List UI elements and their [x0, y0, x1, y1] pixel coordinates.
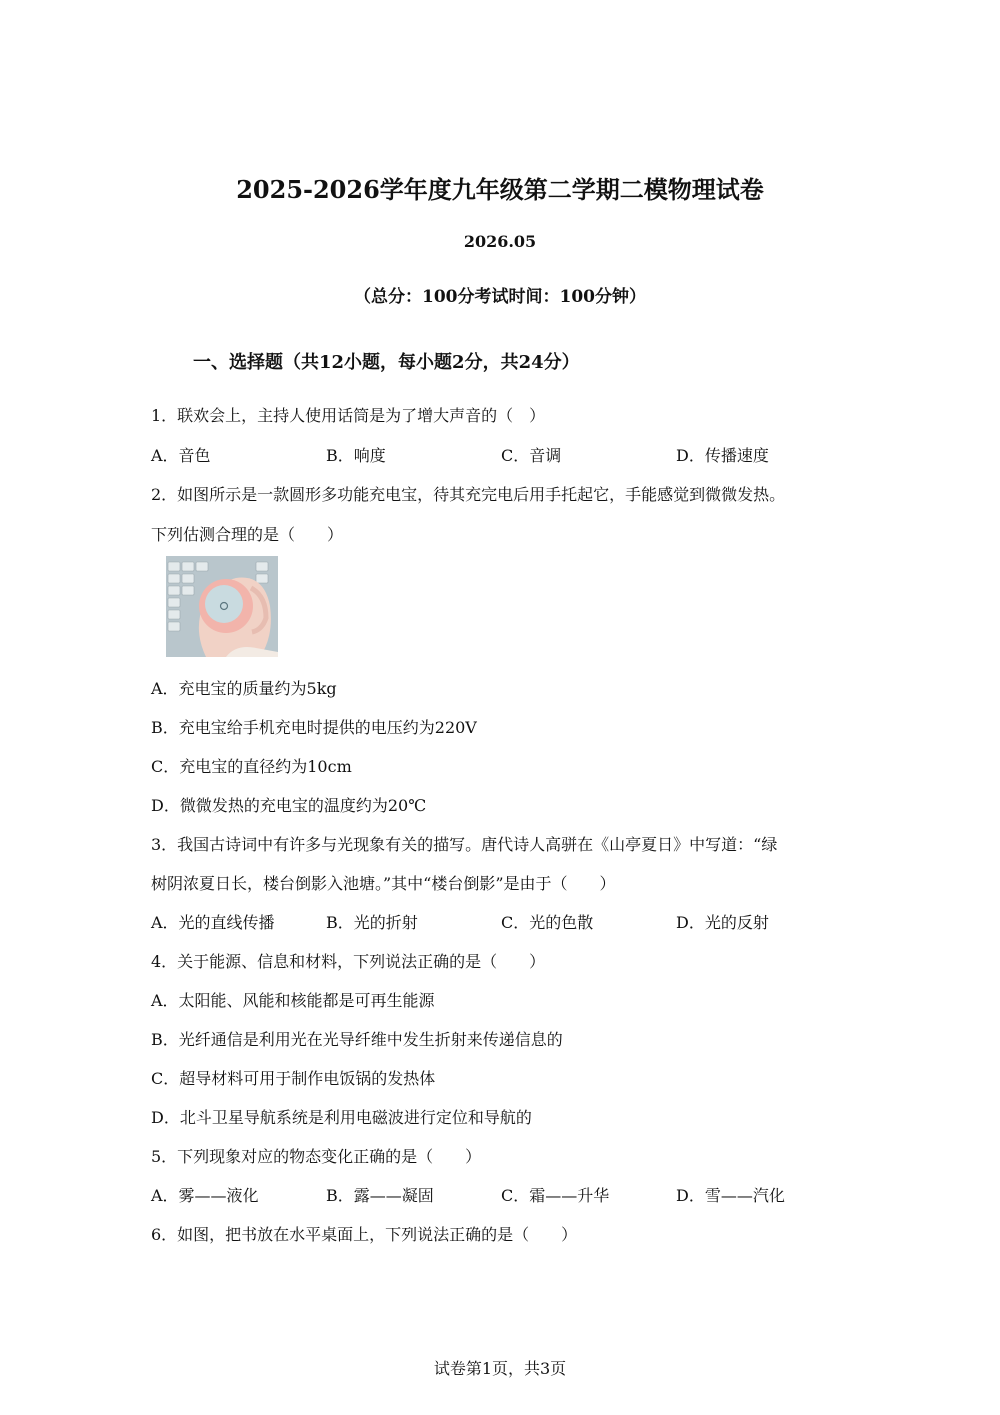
question-2-option-c: C．充电宝的直径约为10cm	[151, 757, 352, 776]
question-5-option-a: A．雾——液化	[151, 1186, 259, 1205]
question-2-option-a: A．充电宝的质量约为5kg	[151, 679, 337, 698]
question-5-option-d: D．雪——汽化	[676, 1186, 785, 1205]
question-4-stem: 4．关于能源、信息和材料，下列说法正确的是（ ）	[151, 952, 546, 971]
question-3-option-d: D．光的反射	[676, 913, 769, 932]
question-6-stem: 6．如图，把书放在水平桌面上，下列说法正确的是（ ）	[151, 1225, 578, 1244]
question-5-stem: 5．下列现象对应的物态变化正确的是（ ）	[151, 1147, 482, 1166]
question-1-option-c: C．音调	[501, 446, 562, 465]
question-3-option-c: C．光的色散	[501, 913, 594, 932]
exam-title: 2025-2026学年度九年级第二学期二模物理试卷	[236, 175, 764, 204]
question-2-stem-line-2: 下列估测合理的是（ ）	[151, 525, 344, 544]
question-2-stem-line-1: 2．如图所示是一款圆形多功能充电宝，待其充完电后用手托起它，手能感觉到微微发热。	[151, 485, 786, 504]
question-5-option-b: B．露——凝固	[326, 1186, 434, 1205]
question-1-option-d: D．传播速度	[676, 446, 769, 465]
question-4-option-b: B．光纤通信是利用光在光导纤维中发生折射来传递信息的	[151, 1030, 563, 1049]
question-4-option-a: A．太阳能、风能和核能都是可再生能源	[151, 991, 435, 1010]
score-info: （总分：100分考试时间：100分钟）	[354, 287, 646, 307]
question-1-option-a: A．音色	[151, 446, 211, 465]
question-2-option-b: B．充电宝给手机充电时提供的电压约为220V	[151, 718, 477, 737]
question-3-option-b: B．光的折射	[326, 913, 418, 932]
question-4-option-d: D．北斗卫星导航系统是利用电磁波进行定位和导航的	[151, 1108, 532, 1127]
question-3-option-a: A．光的直线传播	[151, 913, 275, 932]
question-1-option-b: B．响度	[326, 446, 386, 465]
question-2-option-d: D．微微发热的充电宝的温度约为20℃	[151, 796, 427, 815]
exam-date: 2026.05	[463, 232, 537, 251]
question-3-stem-line-2: 树阴浓夏日长，楼台倒影入池塘。”其中“楼台倒影”是由于（ ）	[151, 874, 616, 893]
question-4-option-c: C．超导材料可用于制作电饭锅的发热体	[151, 1069, 436, 1088]
question-5-option-c: C．霜——升华	[501, 1186, 610, 1205]
power-bank-photo	[166, 556, 278, 657]
page-footer: 试卷第1页，共3页	[433, 1359, 567, 1378]
section-heading: 一、选择题（共12小题，每小题2分，共24分）	[193, 352, 580, 373]
question-3-stem-line-1: 3．我国古诗词中有许多与光现象有关的描写。唐代诗人高骈在《山亭夏日》中写道：“绿	[151, 835, 778, 854]
question-1-stem: 1．联欢会上，主持人使用话筒是为了增大声音的（ ）	[151, 406, 546, 425]
